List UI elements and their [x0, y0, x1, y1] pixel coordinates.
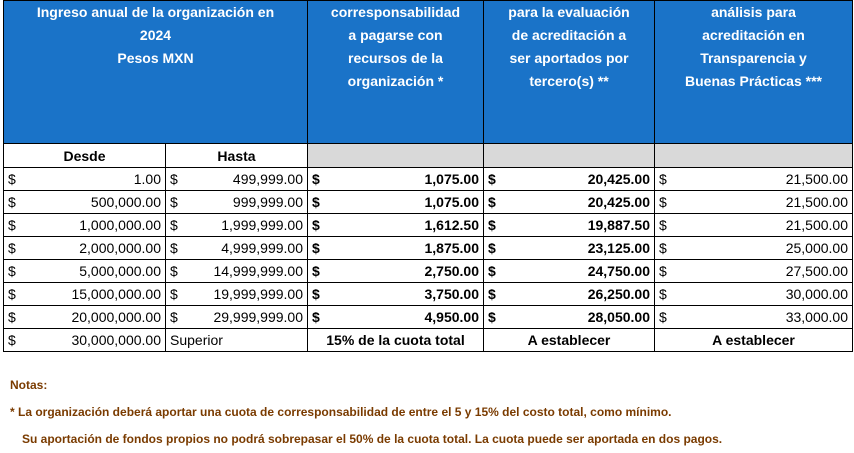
- cell-value: 19,887.50: [587, 217, 650, 233]
- currency-symbol: $: [170, 217, 178, 233]
- currency-symbol: $: [312, 240, 320, 256]
- cell-desde: [4, 260, 166, 283]
- cell-analisis: [655, 306, 853, 329]
- table-row: [4, 237, 853, 260]
- cell-desde: [4, 168, 166, 191]
- currency-symbol: $: [312, 309, 320, 325]
- header-line: 2024: [139, 27, 172, 43]
- cell-hasta: [166, 214, 308, 237]
- header-line: Transparencia y: [700, 50, 807, 66]
- header-ingreso: [4, 1, 308, 144]
- currency-symbol: $: [170, 263, 178, 279]
- cell-value: 20,000,000.00: [71, 309, 161, 325]
- subheader-desde: Desde: [4, 144, 166, 168]
- cell-value: 26,250.00: [587, 286, 650, 302]
- fee-table: [3, 0, 853, 352]
- cell-cuota: [308, 237, 484, 260]
- cell-value: 1,000,000.00: [79, 217, 161, 233]
- cell-analisis: [655, 283, 853, 306]
- header-evaluacion: [484, 1, 655, 144]
- table-row-last: [4, 329, 853, 352]
- header-corresponsabilidad: [308, 1, 484, 144]
- header-line: corresponsabilidad: [330, 4, 461, 20]
- cell-hasta: [166, 260, 308, 283]
- currency-symbol: $: [8, 286, 16, 302]
- currency-symbol: $: [8, 171, 16, 187]
- cell-hasta: [166, 306, 308, 329]
- cell-hasta: [166, 191, 308, 214]
- cell-tercero: [484, 237, 655, 260]
- table-row: [4, 306, 853, 329]
- currency-symbol: $: [659, 217, 667, 233]
- notes-line: * La organización deberá aportar una cuota de corresponsabilidad de entre el 5 y 15% del costo total, como mínimo.: [10, 405, 672, 419]
- subheader-row: [4, 144, 853, 168]
- cell-value: 2,750.00: [424, 263, 479, 279]
- currency-symbol: $: [488, 240, 496, 256]
- table-header-row: [4, 1, 853, 144]
- cell-value: 23,125.00: [587, 240, 650, 256]
- subheader-blank: [655, 144, 853, 168]
- subheader-hasta: Hasta: [166, 144, 308, 168]
- currency-symbol: $: [170, 194, 178, 210]
- cell-value: 27,500.00: [785, 263, 848, 279]
- cell-analisis: [655, 168, 853, 191]
- cell-value: 20,425.00: [587, 171, 650, 187]
- currency-symbol: $: [659, 263, 667, 279]
- currency-symbol: $: [170, 171, 178, 187]
- cell-tercero: [484, 283, 655, 306]
- cell-tercero: [484, 306, 655, 329]
- currency-symbol: $: [659, 194, 667, 210]
- currency-symbol: $: [8, 240, 16, 256]
- header-line: de acreditación a: [511, 27, 627, 43]
- cell-value: 21,500.00: [785, 217, 848, 233]
- header-line: recursos de la: [348, 50, 443, 66]
- cell-tercero: [484, 260, 655, 283]
- cell-value: 3,750.00: [424, 286, 479, 302]
- currency-symbol: $: [8, 217, 16, 233]
- cell-value: 21,500.00: [785, 194, 848, 210]
- header-line: organización *: [347, 73, 444, 89]
- cell-value: 499,999.00: [232, 171, 303, 187]
- header-line: Pesos MXN: [117, 50, 194, 66]
- cell-hasta: [166, 168, 308, 191]
- cell-tercero: [484, 191, 655, 214]
- cell-cuota: 15% de la cuota total: [308, 329, 484, 352]
- cell-value: 33,000.00: [785, 309, 848, 325]
- cell-value: 5,000,000.00: [79, 263, 161, 279]
- cell-tercero: [484, 214, 655, 237]
- cell-analisis: [655, 260, 853, 283]
- cell-desde: [4, 191, 166, 214]
- cell-desde: [4, 214, 166, 237]
- cell-value: 30,000,000.00: [71, 332, 161, 348]
- cell-hasta: [166, 237, 308, 260]
- header-line: acreditación en: [702, 27, 805, 43]
- cell-analisis: A establecer: [655, 329, 853, 352]
- currency-symbol: $: [170, 286, 178, 302]
- currency-symbol: $: [488, 286, 496, 302]
- subheader-blank: [484, 144, 655, 168]
- cell-value: 1,999,999.00: [221, 217, 303, 233]
- cell-value: 1,075.00: [424, 171, 479, 187]
- currency-symbol: $: [488, 309, 496, 325]
- notes-line: Su aportación de fondos propios no podrá sobrepasar el 50% de la cuota total. La cuota puede ser aportada en dos pagos.: [22, 432, 723, 446]
- currency-symbol: $: [659, 240, 667, 256]
- cell-value: 29,999,999.00: [213, 309, 303, 325]
- cell-analisis: [655, 214, 853, 237]
- currency-symbol: $: [312, 263, 320, 279]
- currency-symbol: $: [8, 309, 16, 325]
- cell-value: 1,612.50: [424, 217, 479, 233]
- header-line: tercero(s) **: [529, 73, 609, 89]
- notes-title: Notas:: [10, 378, 48, 392]
- subheader-blank: [308, 144, 484, 168]
- cell-desde: [4, 237, 166, 260]
- currency-symbol: $: [170, 309, 178, 325]
- cell-value: 20,425.00: [587, 194, 650, 210]
- currency-symbol: $: [488, 171, 496, 187]
- table-row: [4, 283, 853, 306]
- cell-hasta: Superior: [166, 329, 308, 352]
- header-line: para la evaluación: [508, 4, 630, 20]
- cell-cuota: [308, 168, 484, 191]
- header-line: Ingreso anual de la organización en: [36, 4, 275, 20]
- header-line: ser aportados por: [509, 50, 629, 66]
- cell-hasta: [166, 283, 308, 306]
- cell-value: 15,000,000.00: [71, 286, 161, 302]
- currency-symbol: $: [8, 263, 16, 279]
- notes-section: [10, 372, 722, 453]
- header-analisis: [655, 1, 853, 144]
- table-row: [4, 260, 853, 283]
- currency-symbol: $: [8, 332, 16, 348]
- cell-tercero: A establecer: [484, 329, 655, 352]
- cell-value: 1,075.00: [424, 194, 479, 210]
- table-row: [4, 214, 853, 237]
- currency-symbol: $: [488, 217, 496, 233]
- cell-value: 2,000,000.00: [79, 240, 161, 256]
- cell-cuota: [308, 283, 484, 306]
- cell-desde: [4, 283, 166, 306]
- cell-cuota: [308, 306, 484, 329]
- table-row: [4, 191, 853, 214]
- currency-symbol: $: [659, 171, 667, 187]
- currency-symbol: $: [488, 263, 496, 279]
- cell-value: 1,875.00: [424, 240, 479, 256]
- cell-value: 14,999,999.00: [213, 263, 303, 279]
- cell-cuota: [308, 260, 484, 283]
- cell-cuota: [308, 214, 484, 237]
- currency-symbol: $: [312, 286, 320, 302]
- cell-value: 25,000.00: [785, 240, 848, 256]
- currency-symbol: $: [312, 217, 320, 233]
- currency-symbol: $: [659, 286, 667, 302]
- cell-value: 4,999,999.00: [221, 240, 303, 256]
- cell-value: 28,050.00: [587, 309, 650, 325]
- cell-value: 4,950.00: [424, 309, 479, 325]
- cell-tercero: [484, 168, 655, 191]
- cell-cuota: [308, 191, 484, 214]
- cell-value: 19,999,999.00: [213, 286, 303, 302]
- currency-symbol: $: [170, 240, 178, 256]
- currency-symbol: $: [488, 194, 496, 210]
- cell-value: 999,999.00: [232, 194, 303, 210]
- cell-value: 1.00: [133, 171, 161, 187]
- table-row: [4, 168, 853, 191]
- cell-value: 24,750.00: [587, 263, 650, 279]
- cell-analisis: [655, 237, 853, 260]
- header-line: a pagarse con: [348, 27, 443, 43]
- header-line: análisis para: [711, 4, 796, 20]
- cell-value: 500,000.00: [90, 194, 161, 210]
- cell-value: 30,000.00: [785, 286, 848, 302]
- currency-symbol: $: [8, 194, 16, 210]
- currency-symbol: $: [312, 194, 320, 210]
- cell-desde: [4, 306, 166, 329]
- cell-desde: [4, 329, 166, 352]
- currency-symbol: $: [312, 171, 320, 187]
- cell-value: 21,500.00: [785, 171, 848, 187]
- cell-analisis: [655, 191, 853, 214]
- currency-symbol: $: [659, 309, 667, 325]
- header-line: Buenas Prácticas ***: [685, 73, 822, 89]
